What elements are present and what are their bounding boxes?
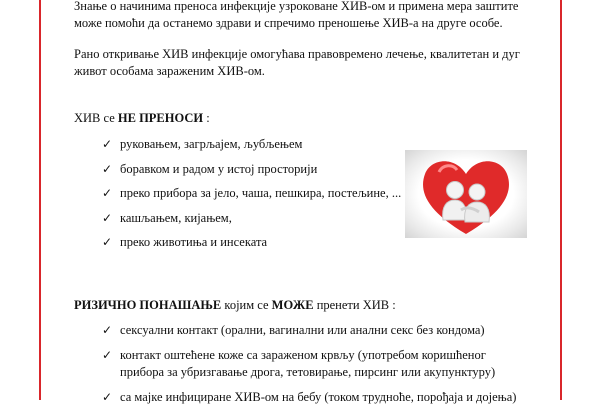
risky-behavior-heading bbox=[74, 297, 396, 314]
list-item-text: преко прибора за јело, чаша, пешкира, постељине, ... bbox=[120, 186, 402, 200]
page-border-left bbox=[39, 0, 41, 400]
list-item bbox=[102, 136, 402, 161]
risky-behavior-list bbox=[102, 322, 522, 414]
list-item bbox=[102, 234, 402, 259]
not-transmitted-heading bbox=[74, 110, 210, 127]
list-item bbox=[102, 322, 522, 339]
heading-suffix: : bbox=[203, 111, 210, 125]
risky-emphasis: РИЗИЧНО ПОНАШАЊЕ bbox=[74, 298, 222, 312]
page-border-right bbox=[560, 0, 562, 400]
risky-middle: којим се bbox=[221, 298, 272, 312]
list-item-text: са мајке инфициране ХИВ-ом на бебу (током трудноће, порођаја и дојења) bbox=[120, 390, 517, 404]
check-icon: ✓ bbox=[102, 390, 113, 404]
check-icon: ✓ bbox=[102, 210, 113, 225]
list-item-text: боравком и радом у истој просторији bbox=[120, 161, 318, 176]
check-icon: ✓ bbox=[102, 161, 113, 176]
intro-paragraph: Знање о начинима преноса инфекције узроковане ХИВ-ом и примена мера заштите може помоћи да останемо здрави и спречимо преношење ХИВ-а на друге особе. bbox=[74, 0, 519, 30]
risky-suffix: пренети ХИВ : bbox=[313, 298, 396, 312]
check-icon: ✓ bbox=[102, 137, 113, 151]
check-icon: ✓ bbox=[102, 235, 113, 249]
list-item bbox=[102, 161, 402, 186]
heading-emphasis: НЕ ПРЕНОСИ bbox=[117, 111, 204, 125]
list-item bbox=[102, 389, 522, 406]
list-item-text: преко животиња и инсеката bbox=[120, 235, 268, 249]
heart-couple-icon bbox=[405, 150, 527, 238]
list-item bbox=[102, 347, 522, 381]
not-transmitted-list bbox=[102, 136, 402, 259]
list-item-text: кашљањем, кијањем, bbox=[120, 210, 232, 225]
check-icon: ✓ bbox=[102, 323, 113, 337]
list-item-text: контакт оштећене коже са зараженом крвљу (употребом коришћеног прибора за убризгавање дрога, тетовирање, пирсинг или акупунктуру) bbox=[120, 348, 496, 379]
list-item-text: руковањем, загрљајем, љубљењем bbox=[120, 137, 303, 151]
early-detection-paragraph: Рано откривање ХИВ инфекције омогућава правовремено лечење, квалитетан и дуг живот особама зараженим ХИВ-ом. bbox=[74, 47, 520, 78]
heading-prefix: ХИВ се bbox=[74, 111, 118, 125]
check-icon: ✓ bbox=[102, 348, 113, 362]
list-item bbox=[102, 210, 402, 235]
risky-emphasis2: МОЖЕ bbox=[271, 298, 314, 312]
list-item-text: сексуални контакт (орални, вагинални или анални секс без кондома) bbox=[120, 323, 485, 337]
list-item bbox=[102, 185, 402, 210]
check-icon: ✓ bbox=[102, 186, 113, 200]
